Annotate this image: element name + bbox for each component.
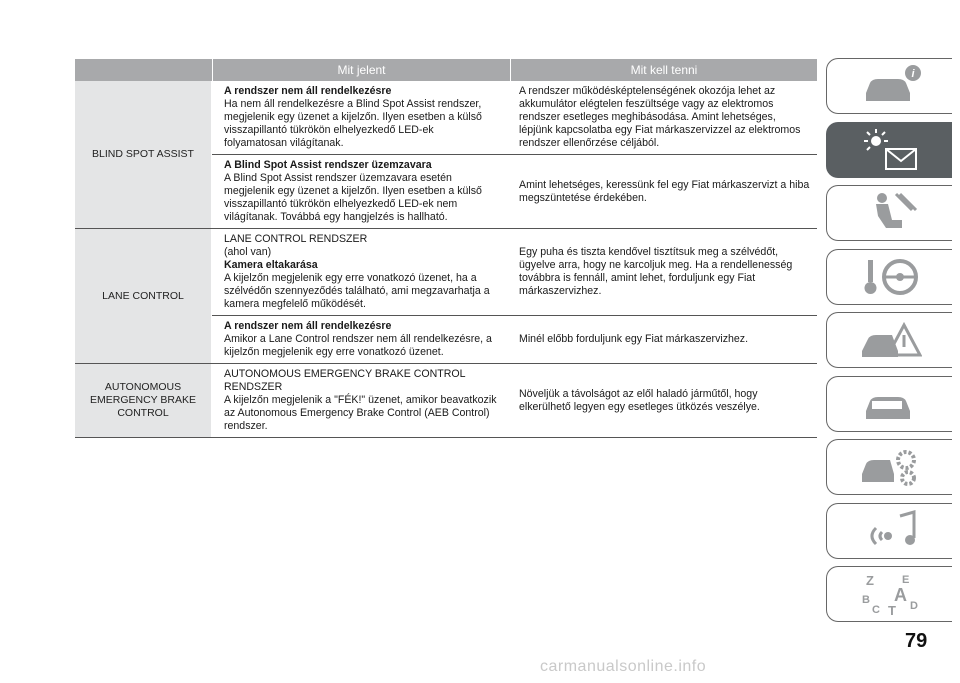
meaning-text: (ahol van) [224,246,272,258]
index-letter: Z [865,573,874,588]
page-number: 79 [905,630,928,652]
chapter-tabs [826,58,952,630]
svg-text:i: i [910,68,915,80]
car-gears-icon [858,444,922,490]
group-blind-spot-assist [75,81,817,229]
key-steering-wheel-icon [858,254,922,300]
group-label: LANE CONTROL [75,229,212,363]
index-letter: A [893,585,907,605]
emergency-triangle-icon [858,317,922,363]
car-info-icon [858,63,922,109]
meaning-text: A Blind Spot Assist rendszer üzemzavara esetén megjelenik egy üzenet a kijelzőn. Ilyen esetben a külső visszapillantó tükrökön elhelyezkedő LED-ek nem világítanak. Továbbá egy hangjelzés is hallható. [224,172,482,223]
alphabetical-index-icon [858,571,922,617]
meaning-cell [212,316,509,363]
group-label: AUTONOMOUS EMERGENCY BRAKE CONTROL [75,364,212,437]
header-action: Mit kell tenni [511,59,817,81]
table-row [212,81,817,154]
meaning-text: AUTONOMOUS EMERGENCY BRAKE CONTROL RENDSZER [224,368,466,393]
meaning-title: A Blind Spot Assist rendszer üzemzavara [224,159,432,171]
table-row [212,315,817,363]
table-row [212,229,817,315]
meaning-text: A kijelzőn megjelenik a "FÉK!" üzenet, amikor beavatkozik az Autonomous Emergency Brake Control (AEB Control) rendszer. [224,394,497,432]
group-label: BLIND SPOT ASSIST [75,81,212,228]
table-header [75,59,817,81]
index-letter: T [887,603,896,617]
table-row [212,364,817,437]
index-letter: D [909,600,918,612]
tab-maintenance[interactable] [826,376,952,432]
action-cell: A rendszer működésképtelenségének okozója lehet az akkumulátor elégtelen feszültsége vagy az elektromos rendszer esetleges meghibásodása. Amint lehetséges, lépjünk kapcsolatba egy Fiat márkaszervizzel az elektromos rendszer ellenőrzése céljából. [519,85,801,149]
info-table [75,59,817,438]
tab-emergency[interactable] [826,312,952,368]
car-service-icon [858,381,922,427]
tab-safety[interactable] [826,185,952,241]
action-cell: Amint lehetséges, keressünk fel egy Fiat márkaszervizt a hiba megszüntetése érdekében. [519,178,810,204]
group-lane-control [75,229,817,364]
index-letter: B [861,594,870,606]
meaning-cell [212,155,509,228]
tab-starting-driving[interactable] [826,249,952,305]
tab-car-info[interactable] [826,58,952,114]
index-letter: E [901,574,909,586]
meaning-title: A rendszer nem áll rendelkezésre [224,320,392,332]
tab-multimedia[interactable] [826,503,952,559]
watermark: carmanualsonline.info [540,658,707,675]
meaning-cell [212,81,509,154]
action-cell: Egy puha és tiszta kendővel tisztítsuk meg a szélvédőt, ügyelve arra, hogy ne karcoljuk meg. Ha a rendellenesség továbbra is fennáll, amint lehet, forduljunk egy Fiat márkaszervizhez. [519,246,793,297]
action-cell: Növeljük a távolságot az elől haladó járműtől, hogy elkerülhető legyen egy esetleges ütközés veszélye. [519,387,760,413]
meaning-cell [212,229,509,315]
action-cell: Minél előbb forduljunk egy Fiat márkaszervizhez. [519,333,749,345]
meaning-text: Ha nem áll rendelkezésre a Blind Spot Assist rendszer, megjelenik egy üzenet a kijelzőn. Ilyen esetben a külső visszapillantó tükrökön elhelyezkedő LED-ek folyamatosan világítanak. [224,98,482,149]
meaning-text: Amikor a Lane Control rendszer nem áll rendelkezésre, a kijelzőn megjelenik egy erre vonatkozó üzenet. [224,333,492,358]
tab-warning-lights-messages[interactable] [826,122,952,178]
header-empty-cell [75,59,213,81]
header-meaning: Mit jelent [213,59,511,81]
tab-technical-data[interactable] [826,439,952,495]
table-row [212,154,817,228]
meaning-cell [212,364,509,437]
warning-light-message-icon [858,127,922,173]
multimedia-music-icon [858,508,922,554]
index-letter: C [871,604,880,616]
meaning-text: LANE CONTROL RENDSZER [224,233,368,245]
tab-index[interactable] [826,566,952,622]
meaning-title: A rendszer nem áll rendelkezésre [224,85,392,97]
meaning-text: A kijelzőn megjelenik egy erre vonatkozó üzenet, ha a szélvédőn szennyeződés található, ami megzavarhatja a kamera megfelelő működését. [224,272,490,310]
meaning-title: Kamera eltakarása [224,259,318,271]
group-autonomous-emergency-brake [75,364,817,438]
seat-airbag-icon [858,190,922,236]
